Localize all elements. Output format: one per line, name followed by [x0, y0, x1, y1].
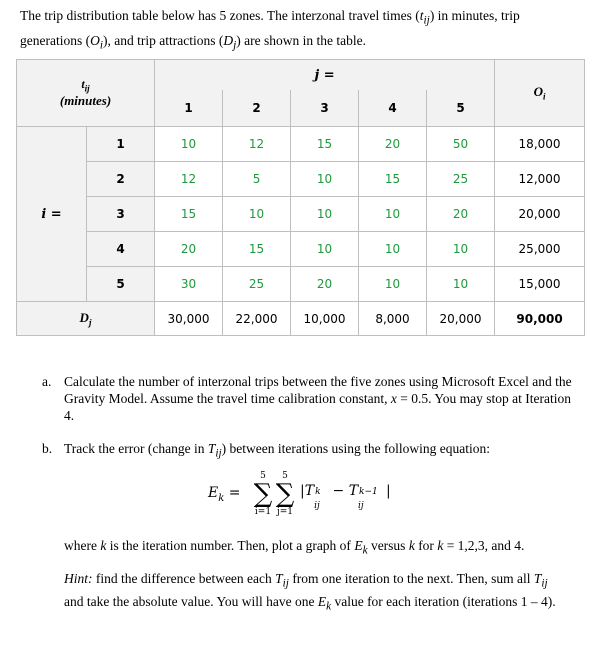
time-cell: 50 [427, 127, 495, 162]
attraction-cell: 20,000 [427, 302, 495, 336]
time-cell: 10 [223, 197, 291, 232]
column-header: 4 [359, 90, 427, 127]
generation-cell: 20,000 [495, 197, 585, 232]
intro-paragraph [20, 6, 580, 55]
time-cell: 30 [155, 267, 223, 302]
total-cell: 90,000 [495, 302, 585, 336]
time-cell: 20 [291, 267, 359, 302]
time-cell: 15 [223, 232, 291, 267]
table-row [17, 267, 585, 302]
time-cell: 15 [155, 197, 223, 232]
column-header: 1 [155, 90, 223, 127]
question-b: b. Track the error (change in $T_{ij}$) between iterations using the following equation: [42, 441, 491, 460]
time-cell: 25 [427, 162, 495, 197]
time-cell: 10 [155, 127, 223, 162]
i-header: i = [17, 127, 87, 302]
corner-sub: ij [84, 83, 90, 94]
intro-text: ) in minutes, trip [429, 8, 520, 23]
time-cell: 15 [359, 162, 427, 197]
table-row [17, 232, 585, 267]
time-cell: 10 [427, 267, 495, 302]
oi-header: $O_i$ [495, 60, 585, 127]
var-d: D [223, 32, 234, 48]
intro-text: The trip distribution table below has 5 zones. The interzonal travel times ( [20, 8, 420, 23]
time-cell: 25 [223, 267, 291, 302]
table-row [17, 127, 585, 162]
time-cell: 12 [155, 162, 223, 197]
trip-distribution-table [16, 59, 585, 336]
time-cell: 20 [427, 197, 495, 232]
time-cell: 10 [291, 197, 359, 232]
intro-text: generations ( [20, 32, 91, 48]
time-cell: 15 [291, 127, 359, 162]
time-cell: 10 [359, 197, 427, 232]
var-o: O [90, 32, 100, 48]
table-row [17, 162, 585, 197]
time-cell: 10 [427, 232, 495, 267]
column-header: 3 [291, 90, 359, 127]
attraction-cell: 22,000 [223, 302, 291, 336]
var-sub: j [233, 39, 237, 52]
attraction-cell: 8,000 [359, 302, 427, 336]
time-cell: 10 [291, 232, 359, 267]
corner-header [17, 60, 155, 127]
row-zone: 4 [87, 232, 155, 267]
generation-cell: 18,000 [495, 127, 585, 162]
attraction-cell: 30,000 [155, 302, 223, 336]
var-t: t [419, 8, 424, 23]
hint-paragraph: Hint: find the difference between each $T_{ij}$ from one iteration to the next. Then, sum all $T_{ij}$ and take the absolute value. You will have one $E_k$ value for each iteration (iterations 1 – 4). [64, 571, 556, 613]
row-zone: 3 [87, 197, 155, 232]
attractions-row [17, 302, 585, 336]
j-header: j = [155, 60, 495, 90]
row-zone: 1 [87, 127, 155, 162]
row-zone: 5 [87, 267, 155, 302]
question-label: a. [42, 374, 52, 389]
attraction-cell: 10,000 [291, 302, 359, 336]
question-a: a. Calculate the number of interzonal trips between the five zones using Microsoft Excel and the Gravity Model. Assume the travel time calibration constant, x = 0.5. You may stop at Iteration 4. [42, 374, 572, 423]
corner-unit: (minutes) [59, 93, 112, 109]
table-row [17, 197, 585, 232]
row-zone: 2 [87, 162, 155, 197]
generation-cell: 25,000 [495, 232, 585, 267]
intro-text: ) are shown in the table. [236, 32, 366, 48]
question-label: b. [42, 441, 53, 456]
corner-t: t [81, 76, 85, 91]
generation-cell: 15,000 [495, 267, 585, 302]
time-cell: 12 [223, 127, 291, 162]
time-cell: 10 [359, 267, 427, 302]
var-sub: i [99, 39, 103, 52]
generation-cell: 12,000 [495, 162, 585, 197]
column-header: 5 [427, 90, 495, 127]
where-paragraph: where k is the iteration number. Then, plot a graph of $E_k$ versus k for k = 1,2,3, and 4. [64, 538, 525, 557]
time-cell: 10 [291, 162, 359, 197]
dj-header: $D_j$ [17, 302, 155, 336]
intro-text: ), and trip attractions ( [103, 32, 224, 48]
column-header: 2 [223, 90, 291, 127]
time-cell: 20 [155, 232, 223, 267]
time-cell: 10 [359, 232, 427, 267]
time-cell: 5 [223, 162, 291, 197]
var-sub: ij [423, 14, 430, 27]
time-cell: 20 [359, 127, 427, 162]
